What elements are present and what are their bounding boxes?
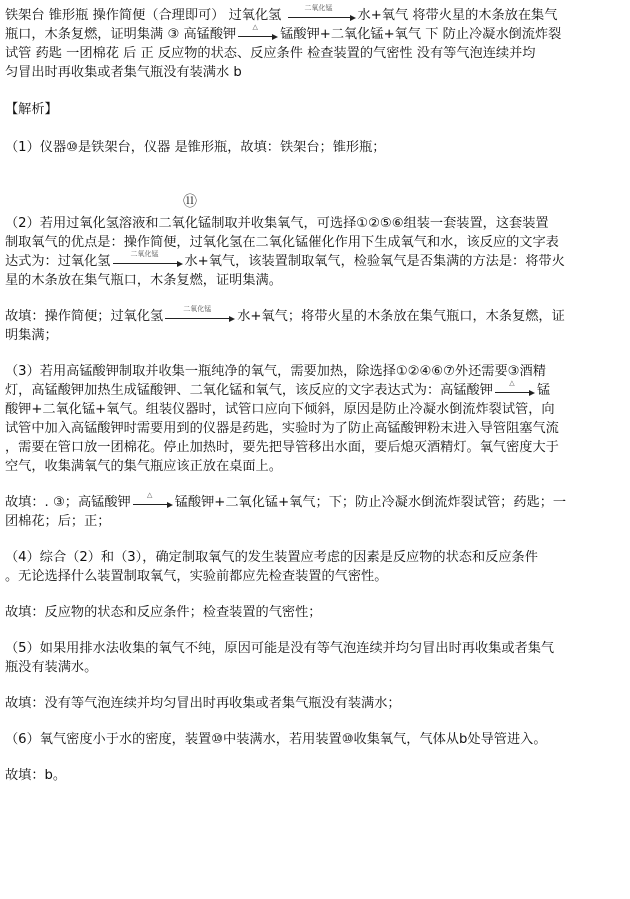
fill-3-line-1: 故填：. ③；高锰酸钾 △ 锰酸钾+二氧化锰+氧气；下；防止冷凝水倒流炸裂试管；药匙；一 [5,491,567,510]
part-3-line-1: （3）若用高锰酸钾制取并收集一瓶纯净的氧气，需要加热，除选择①②④⑥⑦外还需要③酒精 [5,364,546,379]
heat-label: △ [252,23,258,31]
fill-4: 故填：反应物的状态和反应条件；检查装置的气密性； [5,605,322,620]
catalyst-label: 二氧化锰 [304,4,333,12]
part-3-line-5: ，需要在管口放一团棉花。停止加热时，要先把导管移出水面，要后熄灭酒精灯。氧气密度大于 [5,440,559,455]
reaction-arrow [288,4,356,21]
heat-arrow: △ [133,496,173,508]
part-2-line-3: 达式为：过氧化氢 二氧化锰 水+氧气，该装置制取氧气，检验氧气是否集满的方法是：将带火 [5,250,565,269]
reaction-arrow: 二氧化锰 [165,310,235,322]
part-4-line-2: 。无论选择什么装置制取氧气，实验前都应先检查装置的气密性。 [5,569,388,584]
fill-3-line-2: 团棉花；后；正； [5,514,111,529]
answer-document [5,6,625,785]
part-5-line-2: 瓶没有装满水。 [5,660,98,675]
part-4-line-1: （4）综合（2）和（3），确定制取氧气的发生装置应考虑的因素是反应物的状态和反应条件 [5,550,538,565]
answer-line-3: 试管 药匙 一团棉花 后 正 反应物的状态、反应条件 检查装置的气密性 没有等气泡连续并均 [5,46,536,61]
fill-5: 故填：没有等气泡连续并均匀冒出时再收集或者集气瓶没有装满水； [5,696,401,711]
part-6: （6）氧气密度小于水的密度，装置⑩中装满水，若用装置⑩收集氧气，气体从b处导管进入。 [5,732,547,747]
instrument-11-mark: ⑪ [183,194,197,210]
part-3-line-6: 空气，收集满氧气的集气瓶应该正放在桌面上。 [5,459,282,474]
heat-arrow: △ [495,384,535,396]
part-3-line-2: 灯，高锰酸钾加热生成锰酸钾、二氧化锰和氧气，该反应的文字表达式为：高锰酸钾 △ 锰 [5,379,551,398]
answer-line-1: 铁架台 锥形瓶 操作简便（合理即可） 过氧化氢 二氧化锰 水+氧气 将带火星的木条放在集气 [5,4,558,23]
fill-6: 故填：b。 [5,768,67,783]
fill-2-line-1: 故填：操作简便；过氧化氢 二氧化锰 水+氧气；将带火星的木条放在集气瓶口，木条复燃，证 [5,305,565,324]
part-2-line-1: （2）若用过氧化氢溶液和二氧化锰制取并收集氧气，可选择①②⑤⑥组装一套装置，这套装置 [5,216,549,231]
reaction-arrow: 二氧化锰 [113,255,183,267]
heat-arrow [238,23,278,40]
part-5-line-1: （5）如果用排水法收集的氧气不纯，原因可能是没有等气泡连续并均匀冒出时再收集或者集气 [5,641,555,656]
part-1: （1）仪器⑩是铁架台，仪器 是锥形瓶，故填：铁架台；锥形瓶； [5,140,386,155]
part-3-line-3: 酸钾+二氧化锰+氧气。组装仪器时，试管口应向下倾斜，原因是防止冷凝水倒流炸裂试管，向 [5,402,555,417]
answer-line-4: 匀冒出时再收集或者集气瓶没有装满水 b [5,65,242,80]
part-2-line-2: 制取氧气的优点是：操作简便，过氧化氢在二氧化锰催化作用下生成氧气和水，该反应的文字表 [5,235,559,250]
analysis-heading: 【解析】 [5,102,58,117]
fill-2-line-2: 明集满； [5,328,58,343]
answer-line-2: 瓶口，木条复燃，证明集满 ③ 高锰酸钾 △ 锰酸钾+二氧化锰+氧气 下 防止冷凝水倒流炸裂 [5,23,562,42]
part-2-line-4: 星的木条放在集气瓶口，木条复燃，证明集满。 [5,273,282,288]
part-3-line-4: 试管中加入高锰酸钾时需要用到的仪器是药匙，实验时为了防止高锰酸钾粉末进入导管阻塞气流 [5,421,559,436]
